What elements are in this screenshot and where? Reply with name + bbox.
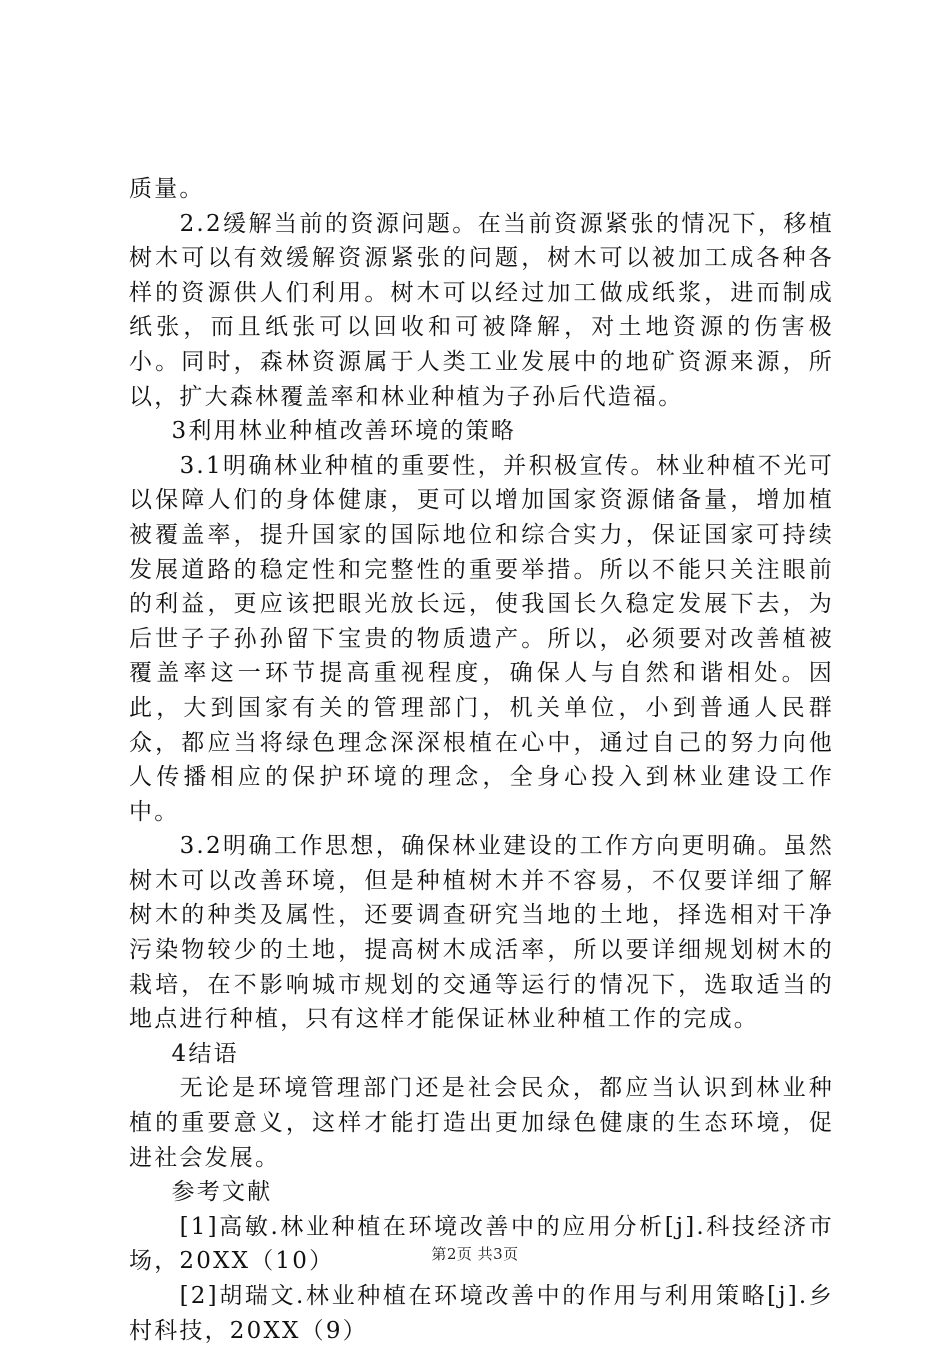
references-heading: 参考文献 [171, 1179, 273, 1206]
paragraph-continuation: 质量。 [129, 176, 205, 202]
reference-item-2: [2]胡瑞文.林业种植在环境改善中的作用与利用策略[j].乡村科技，20XX（9） [129, 1283, 834, 1344]
paragraph-section-3-2: 3.2明确工作思想，确保林业建设的工作方向更明确。虽然树木可以改善环境，但是种植树木并不容易，不仅要详细了解树木的种类及属性，还要调查研究当地的土地，择选相对干净污染物较少的土地，提高树木成活率，所以要详细规划树木的栽培，在不影响城市规划的交通等运行的情况下，选取适当的地点进行种植，只有这样才能保证林业种植工作的完成。 [129, 833, 834, 1033]
page-footer [0, 1243, 950, 1264]
page-number-label: 第2页 共3页 [431, 1245, 519, 1263]
paragraph-section-3-1: 3.1明确林业种植的重要性，并积极宣传。林业种植不光可以保障人们的身体健康，更可以增加国家资源储备量，增加植被覆盖率，提升国家的国际地位和综合实力，保证国家可持续发展道路的稳定性和完整性的重要举措。所以不能只关注眼前的利益，更应该把眼光放长远，使我国长久稳定发展下去，为后世子子孙孙留下宝贵的物质遗产。所以，必须要对改善植被覆盖率这一环节提高重视程度，确保人与自然和谐相处。因此，大到国家有关的管理部门，机关单位，小到普通人民群众，都应当将绿色理念深深根植在心中，通过自己的努力向他人传播相应的保护环境的理念，全身心投入到林业建设工作中。 [129, 452, 834, 825]
paragraph-conclusion: 无论是环境管理部门还是社会民众，都应当认识到林业种植的重要意义，这样才能打造出更加绿色健康的生态环境，促进社会发展。 [129, 1075, 834, 1171]
section-heading-4: 4结语 [171, 1040, 239, 1067]
reference-item-1: [1]高敏.林业种植在环境改善中的应用分析[j].科技经济市场，20XX（10） [129, 1213, 834, 1275]
document-body [129, 172, 834, 1348]
paragraph-section-2-2: 2.2缓解当前的资源问题。在当前资源紧张的情况下，移植树木可以有效缓解资源紧张的问题，树木可以被加工成各种各样的资源供人们利用。树木可以经过加工做成纸浆，进而制成纸张，而且纸张可以回收和可被降解，对土地资源的伤害极小。同时，森林资源属于人类工业发展中的地矿资源来源，所以，扩大森林覆盖率和林业种植为子孙后代造福。 [129, 210, 834, 410]
section-heading-3: 3利用林业种植改善环境的策略 [171, 418, 516, 445]
